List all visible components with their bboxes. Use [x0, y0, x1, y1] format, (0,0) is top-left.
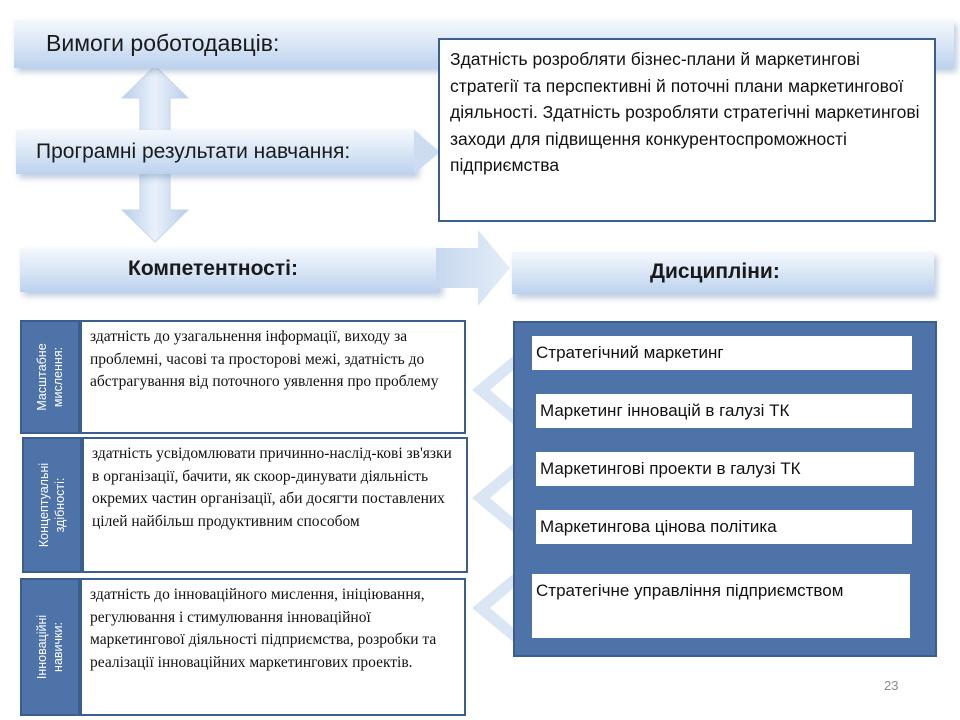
competency-label-scale: Масштабне мислення:	[20, 320, 80, 434]
discipline-item: Стратегічне управління підприємством	[532, 574, 910, 638]
competency-desc-innovative: здатність до інноваційного мислення, ініціювання, регулювання і стимулювання інноваційної маркетингової діяльності підприємства, розробки та реалізації інноваційних маркетингових проектів.	[80, 578, 466, 716]
disciplines-banner	[512, 252, 934, 294]
competencies-banner	[20, 248, 440, 292]
competency-desc-scale: здатність до узагальнення інформації, виходу за проблемні, часові та просторові межі, здатність до абстрагування від поточного уявлення про проблему	[80, 320, 466, 434]
discipline-item: Стратегічний маркетинг	[532, 336, 912, 370]
chevron-left-icon	[472, 570, 518, 646]
competencies-title: Компетентності:	[128, 257, 298, 280]
requirements-box	[438, 38, 936, 222]
page-number: 23	[884, 678, 899, 693]
competencies-arrow-icon	[436, 230, 512, 306]
disciplines-title: Дисципліни:	[650, 260, 780, 283]
discipline-item: Маркетинг інновацій в галузі ТК	[536, 394, 912, 428]
chevron-left-icon	[472, 352, 518, 428]
requirements-text: Здатність розробляти бізнес-плани й маркетингові стратегії та перспективні й поточні плани маркетингової діяльності. Здатність розробляти стратегічні маркетингові заходи для підвищення конкурентоспроможності підприємства	[450, 49, 920, 175]
competency-label-conceptual: Концептуальні здібності:	[22, 437, 82, 573]
employer-requirements-title: Вимоги роботодавців:	[46, 30, 280, 56]
discipline-item: Маркетингова цінова політика	[536, 510, 912, 544]
competency-label-innovative: Інноваційні навички:	[20, 578, 80, 716]
competency-desc-conceptual: здатність усвідомлювати причинно-наслід-кові зв'язки в організації, бачити, як скоор-динувати діяльність окремих частин організації, аби досягти поставлених цілей найбільш продуктивним способом	[82, 437, 468, 573]
results-arrow-icon	[414, 130, 440, 174]
learning-results-label: Програмні результати навчання:	[36, 140, 351, 163]
discipline-item: Маркетингові проекти в галузі ТК	[536, 452, 914, 486]
chevron-left-icon	[472, 460, 518, 536]
learning-results-banner	[16, 130, 416, 174]
